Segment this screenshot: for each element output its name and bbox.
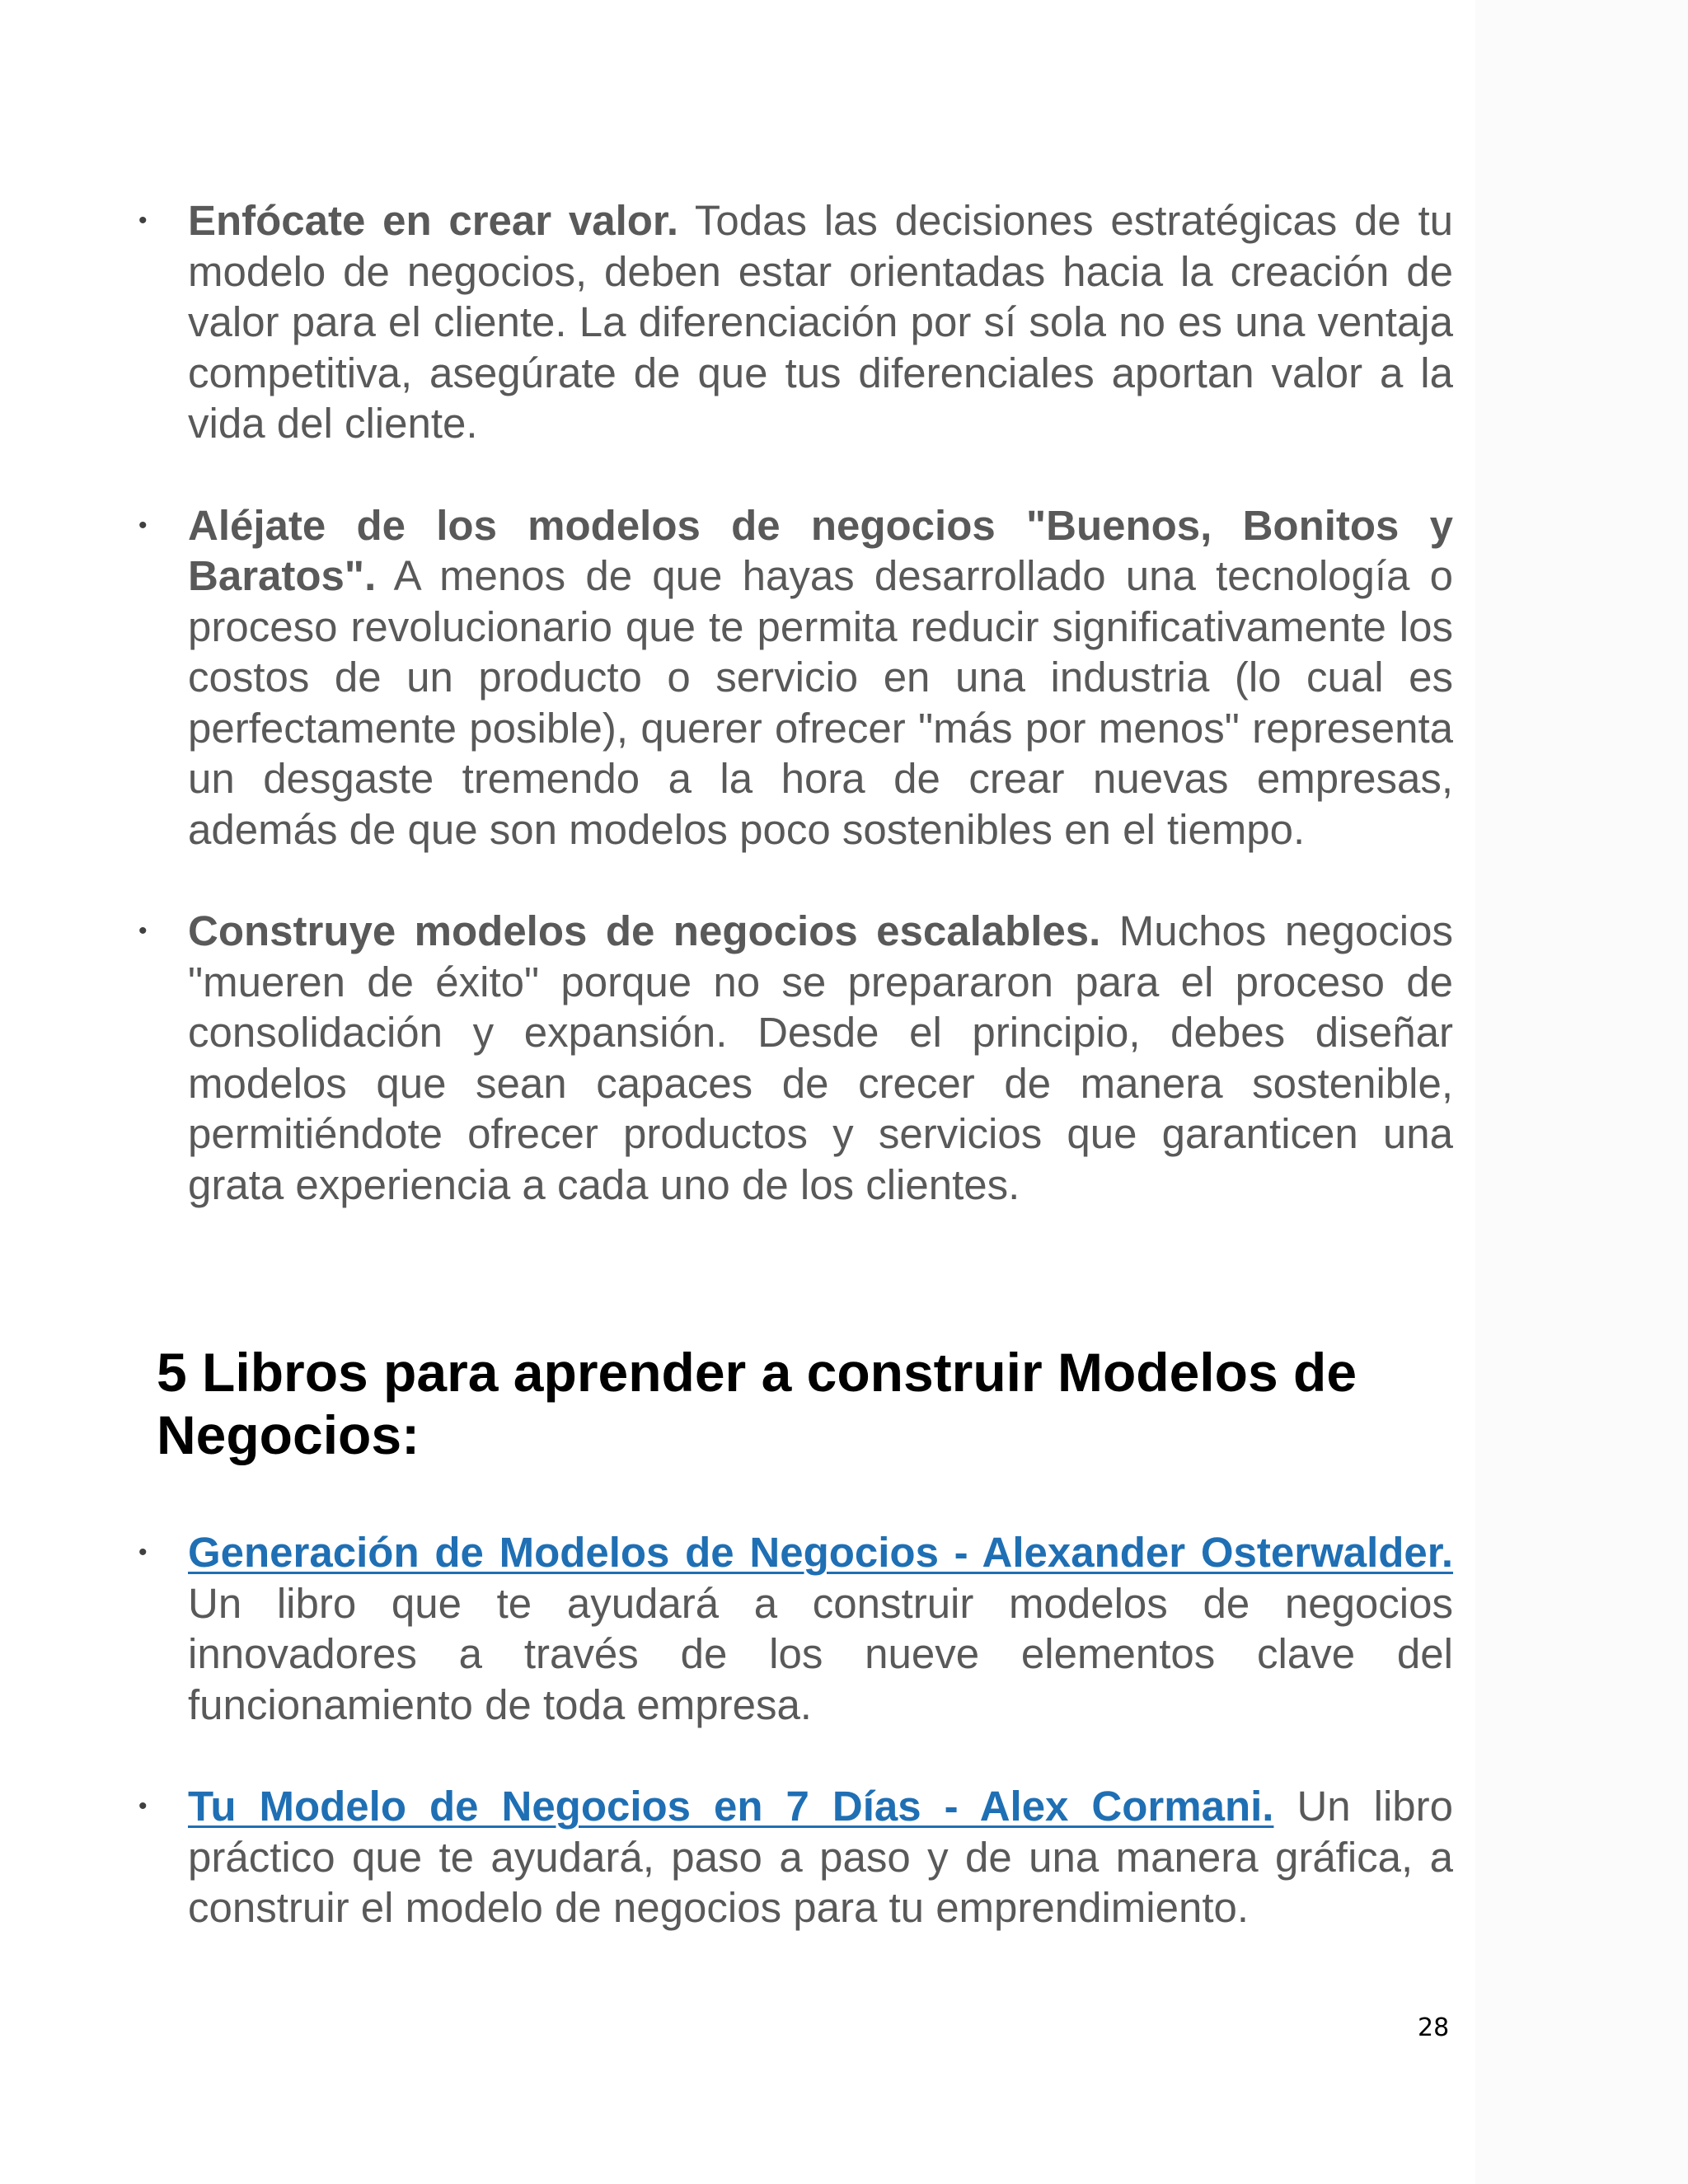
list-item: [138, 1781, 1454, 1933]
bullet-icon: •: [138, 917, 148, 944]
tip-text: A menos de que hayas desarrollado una tecnología o proceso revolucionario que te permita reducir significativamente los costos de un producto o servicio en una industria (lo cual es perfectamente posible), querer ofrecer "más por menos" representa un desgaste tremendo a la hora de crear nuevas empresas, además de que son modelos poco sostenibles en el tiempo.: [188, 552, 1453, 853]
book-link[interactable]: Generación de Modelos de Negocios - Alexander Osterwalder.: [188, 1529, 1453, 1576]
bullet-icon: •: [138, 1793, 148, 1820]
bullet-icon: •: [138, 511, 148, 539]
tip-title: Enfócate en crear valor.: [188, 197, 679, 244]
bullet-icon: •: [138, 207, 148, 234]
section-heading: 5 Libros para aprender a construir Modelos de Negocios:: [157, 1342, 1357, 1465]
list-item: [138, 500, 1453, 855]
list-item: [138, 1527, 1453, 1730]
tips-list: [138, 195, 1454, 1261]
tip-text: Muchos negocios "mueren de éxito" porque no se prepararon para el proceso de consolidación y expansión. Desde el principio, debes diseñar modelos que sean capaces de crecer de manera sostenible, permitiéndote ofrecer productos y servicios que garanticen una grata experiencia a cada uno de los clientes.: [188, 907, 1453, 1208]
book-description: Un libro práctico que te ayudará, paso a paso y de una manera gráfica, a construir el modelo de negocios para tu emprendimiento.: [188, 1783, 1454, 1931]
list-item: [138, 195, 1454, 449]
book-description: Un libro que te ayudará a construir modelos de negocios innovadores a través de los nueve elementos clave del funcionamiento de toda empresa.: [188, 1579, 1453, 1728]
list-item: [138, 906, 1453, 1210]
book-link[interactable]: Tu Modelo de Negocios en 7 Días - Alex Cormani.: [188, 1783, 1274, 1830]
bullet-icon: •: [138, 1539, 148, 1566]
page-margin-edge: [1475, 0, 1688, 2184]
tip-title: Construye modelos de negocios escalables.: [188, 907, 1101, 954]
tip-text: Todas las decisiones estratégicas de tu modelo de negocios, deben estar orientadas hacia la creación de valor para el cliente. La diferenciación por sí sola no es una ventaja competitiva, asegúrate de que tus diferenciales aportan valor a la vida del cliente.: [188, 197, 1454, 447]
page-number: 28: [1418, 2013, 1450, 2042]
tip-title: Aléjate de los modelos de negocios "Buenos, Bonitos y Baratos".: [188, 501, 1453, 599]
books-list: [138, 1527, 1454, 1985]
